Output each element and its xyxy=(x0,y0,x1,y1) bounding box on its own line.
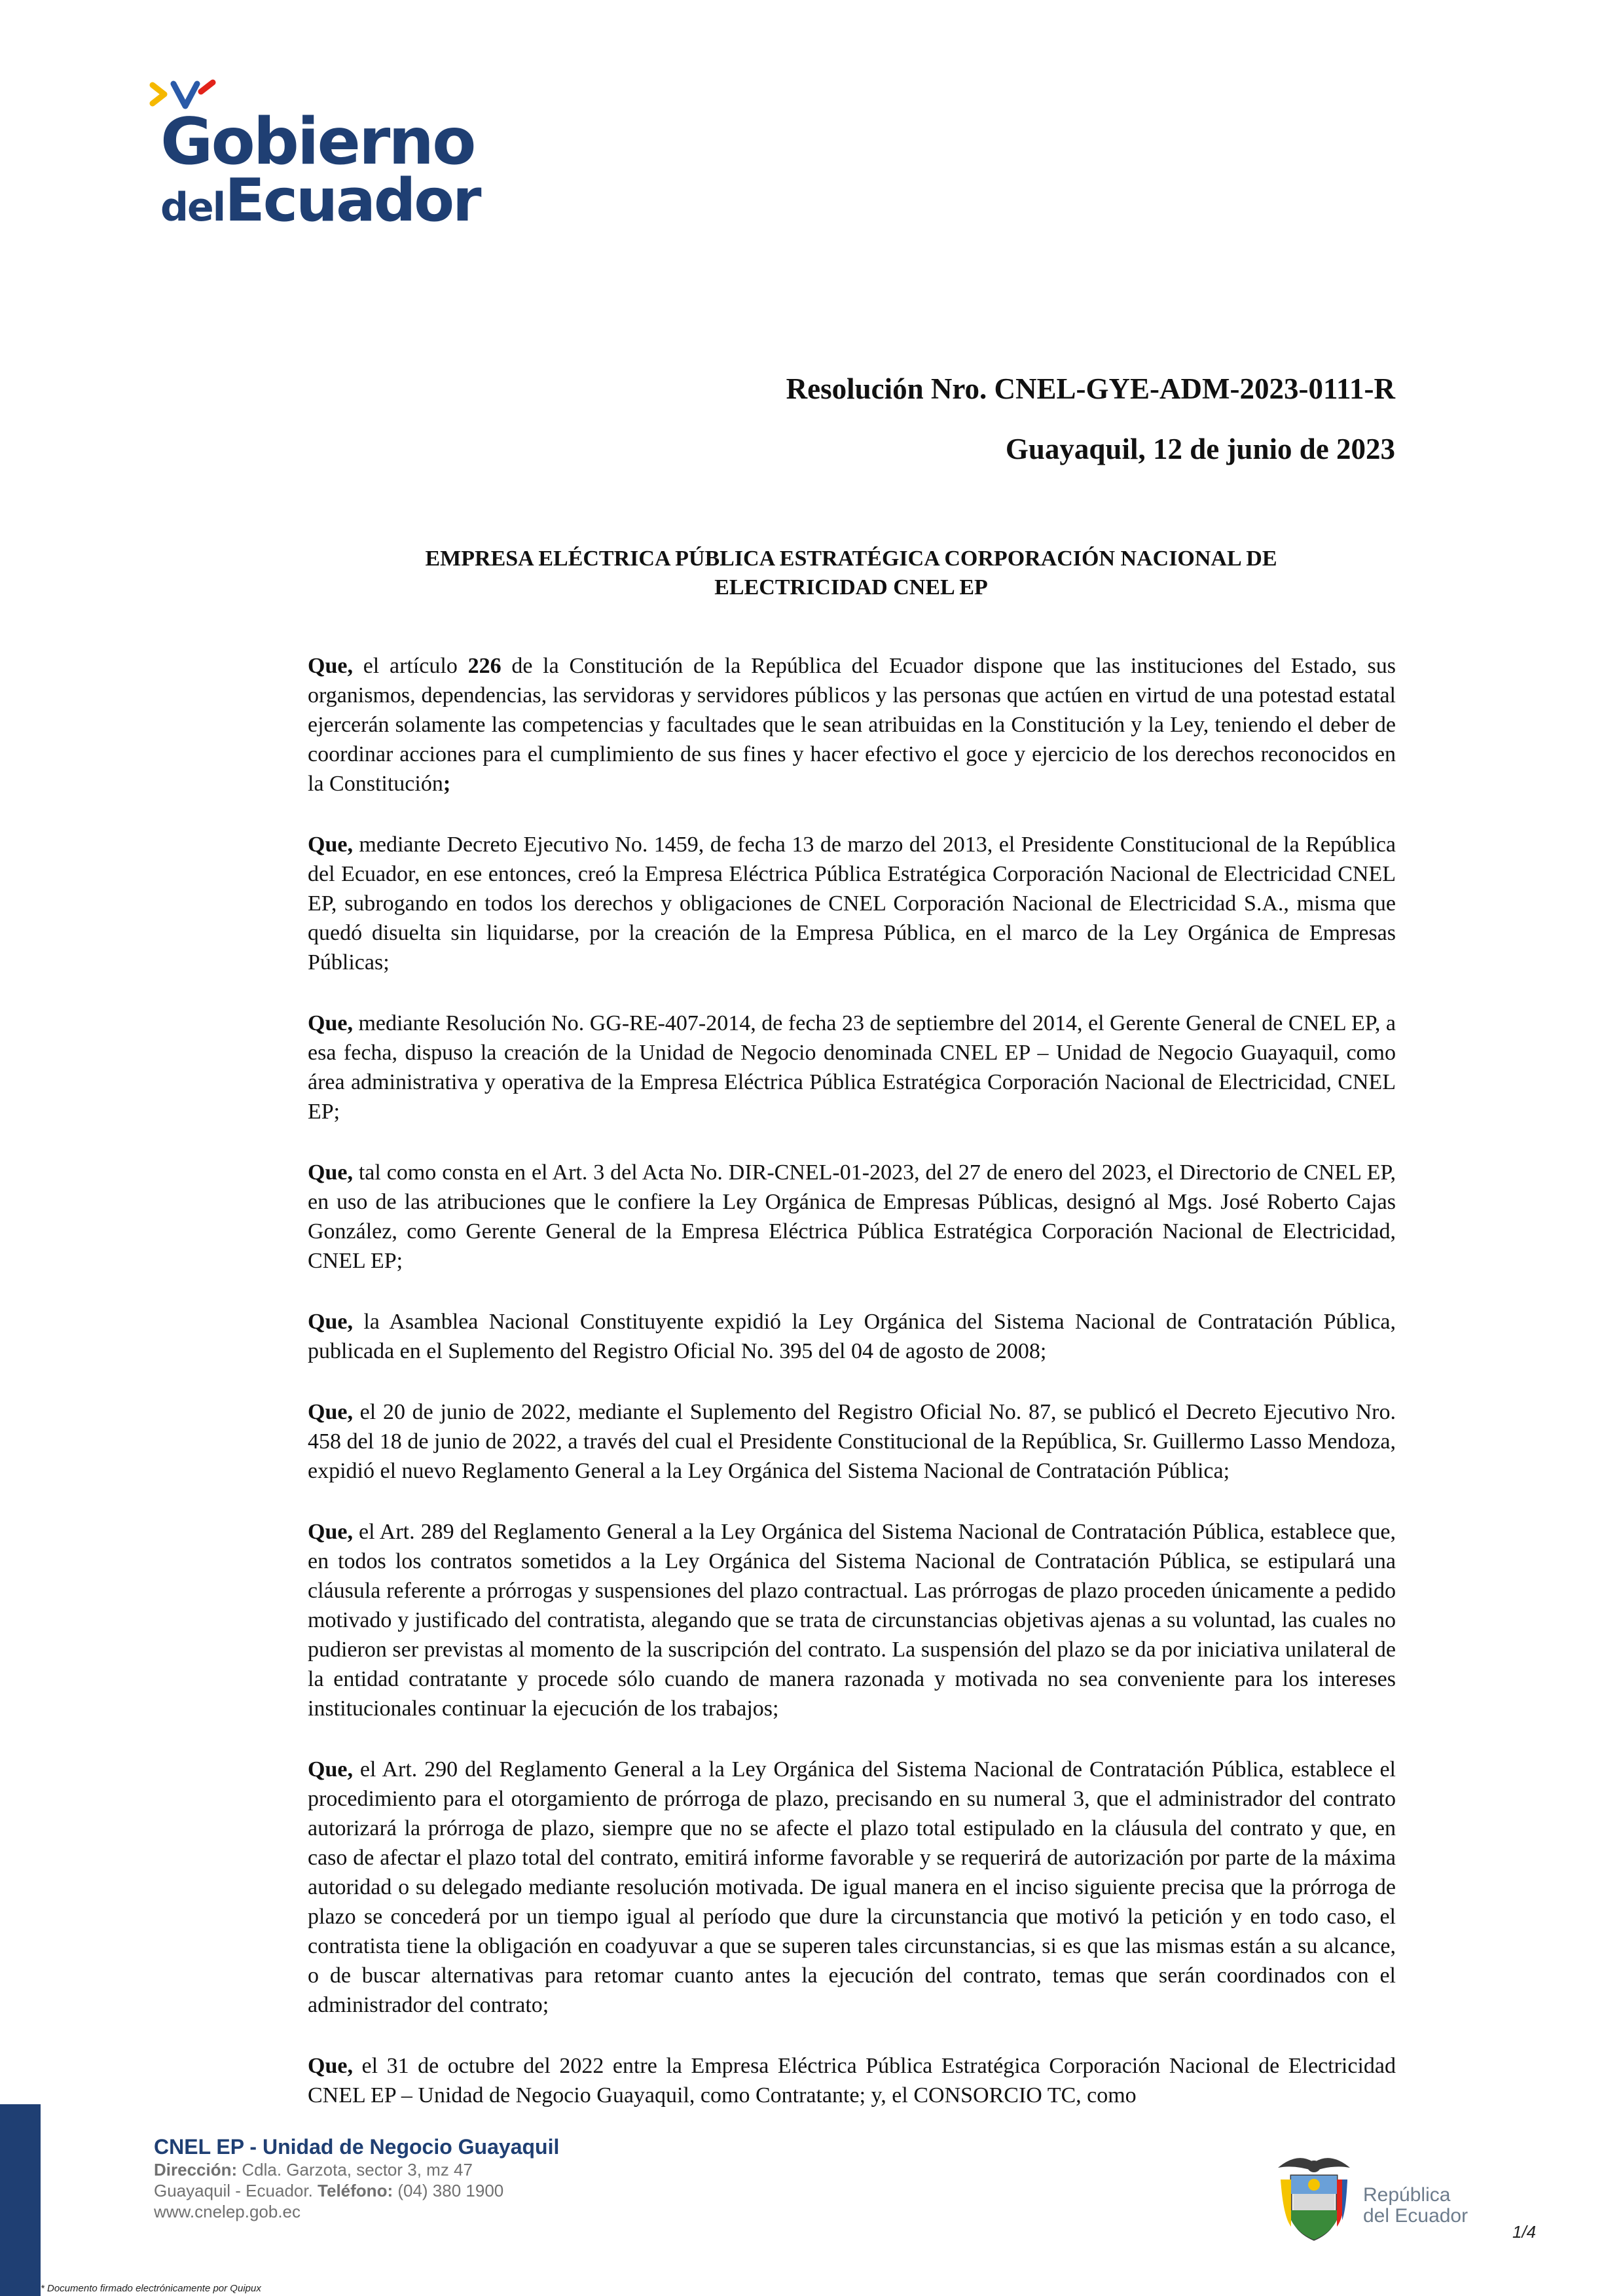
address-value: Cdla. Garzota, sector 3, mz 47 xyxy=(237,2160,473,2179)
paragraph-5 xyxy=(308,1307,1396,1366)
city-value: Guayaquil - Ecuador. xyxy=(154,2181,318,2200)
republica-line-1: República xyxy=(1363,2184,1451,2206)
paragraph-lead: Que, xyxy=(308,1400,353,1424)
logo-gobierno-text: Gobierno xyxy=(160,105,475,179)
paragraph-7 xyxy=(308,1517,1396,1723)
republica-ecuador-text xyxy=(1363,2185,1468,2227)
paragraph-text: el artículo xyxy=(352,654,468,678)
document-body xyxy=(308,651,1396,2142)
paragraph-lead: Que, xyxy=(308,1520,353,1544)
gobierno-ecuador-logo xyxy=(141,72,480,235)
coat-of-arms-icon xyxy=(1271,2148,1357,2246)
footer-accent-bar xyxy=(0,2104,41,2296)
paragraph-3 xyxy=(308,1009,1396,1126)
logo-del-ecuador-text xyxy=(160,166,480,235)
paragraph-lead: Que, xyxy=(308,1757,353,1782)
footer-title: CNEL EP - Unidad de Negocio Guayaquil xyxy=(154,2135,560,2159)
article-number: 226 xyxy=(467,654,501,678)
paragraph-2 xyxy=(308,830,1396,977)
footer-website: www.cnelep.gob.ec xyxy=(154,2202,301,2221)
paragraph-8 xyxy=(308,1755,1396,2020)
paragraph-text: el 20 de junio de 2022, mediante el Suplemento del Registro Oficial No. 87, se publicó el Decreto Ejecutivo Nro. 458 del 18 de junio de 2022, a través del cual el Presidente Constitucional de la República, Sr. Guillermo Lasso Mendoza, expidió el nuevo Reglamento General a la Ley Orgánica del Sistema Nacional de Contratación Pública; xyxy=(308,1400,1396,1483)
footer-address xyxy=(154,2159,559,2180)
resolution-date: Guayaquil, 12 de junio de 2023 xyxy=(1005,433,1395,465)
phone-label: Teléfono: xyxy=(318,2181,393,2200)
paragraph-6 xyxy=(308,1397,1396,1486)
paragraph-text: de la Constitución de la República del Ecuador dispone que las instituciones del Estado, sus organismos, dependencias, las servidoras y servidores públicos y las personas que actúen en virtud de una potestad estatal ejercerán solamente las competencias y facultades que le sean atribuidas en la Constitución y la Ley, teniendo el deber de coordinar acciones para el cumplimiento de sus fines y hacer efectivo el goce y ejercicio de los derechos reconocidos en la Constitución xyxy=(308,654,1396,796)
paragraph-text: el Art. 289 del Reglamento General a la Ley Orgánica del Sistema Nacional de Contratación Pública, establece que, en todos los contratos sometidos a la Ley Orgánica del Sistema Nacional de Contratación Pública, se estipulará una cláusula referente a prórrogas y suspensiones del plazo contractual. Las prórrogas de plazo proceden únicamente a pedido motivado y justificado del contratista, alegando que se trata de circunstancias objetivas ajenas a su voluntad, las cuales no pudieron ser previstas al momento de la suscripción del contrato. La suspensión del plazo se da por iniciativa unilateral de la entidad contratante y procede sólo cuando de manera razonada y motivada no sea conveniente para los intereses institucionales continuar la ejecución de los trabajos; xyxy=(308,1520,1396,1721)
phone-value: (04) 380 1900 xyxy=(393,2181,504,2200)
paragraph-lead: Que, xyxy=(308,654,353,678)
heading-line-1: EMPRESA ELÉCTRICA PÚBLICA ESTRATÉGICA CORPORACIÓN NACIONAL DE xyxy=(425,547,1277,571)
paragraph-lead: Que, xyxy=(308,833,353,857)
paragraph-text: la Asamblea Nacional Constituyente expidió la Ley Orgánica del Sistema Nacional de Contratación Pública, publicada en el Suplemento del Registro Oficial No. 395 del 04 de agosto de 2008; xyxy=(308,1310,1396,1363)
paragraph-9 xyxy=(308,2051,1396,2110)
document-heading xyxy=(308,545,1395,602)
paragraph-text: mediante Resolución No. GG-RE-407-2014, de fecha 23 de septiembre del 2014, el Gerente General de CNEL EP, a esa fecha, dispuso la creación de la Unidad de Negocio denominada CNEL EP – Unidad de Negocio Guayaquil, como área administrativa y operativa de la Empresa Eléctrica Pública Estratégica Corporación Nacional de Electricidad, CNEL EP; xyxy=(308,1011,1396,1124)
logo-ecuador-text: Ecuador xyxy=(225,166,480,235)
paragraph-1 xyxy=(308,651,1396,798)
electronic-signature-note: * Documento firmado electrónicamente por Quipux xyxy=(41,2283,261,2294)
heading-line-2: ELECTRICIDAD CNEL EP xyxy=(714,575,988,600)
paragraph-text: mediante Decreto Ejecutivo No. 1459, de fecha 13 de marzo del 2013, el Presidente Constitucional de la República del Ecuador, en ese entonces, creó la Empresa Eléctrica Pública Estratégica Corporación Nacional de Electricidad CNEL EP, subrogando en todos los derechos y obligaciones de CNEL Corporación Nacional de Electricidad S.A., misma que quedó disuelta sin liquidarse, por la creación de la Empresa Pública, en el marco de la Ley Orgánica de Empresas Públicas; xyxy=(308,833,1396,975)
page-number: 1/4 xyxy=(1512,2222,1537,2242)
logo-del-text: del xyxy=(160,185,225,230)
paragraph-text: tal como consta en el Art. 3 del Acta No. DIR-CNEL-01-2023, del 27 de enero del 2023, el Directorio de CNEL EP, en uso de las atribuciones que le confiere la Ley Orgánica de Empresas Públicas, designó al Mgs. José Roberto Cajas González, como Gerente General de la Empresa Eléctrica Pública Estratégica Corporación Nacional de Electricidad, CNEL EP; xyxy=(308,1160,1396,1273)
paragraph-4 xyxy=(308,1158,1396,1276)
republica-line-2: del Ecuador xyxy=(1363,2205,1468,2227)
paragraph-text: el Art. 290 del Reglamento General a la Ley Orgánica del Sistema Nacional de Contratación Pública, establece el procedimiento para el otorgamiento de prórroga de plazo, precisando en su numeral 3, que el administrador del contrato autorizará la prórroga de plazo, siempre que no se afecte el plazo total estipulado en la cláusula del contrato y que, en caso de afectar el plazo total del contrato, emitirá informe favorable y se requerirá de autorización por parte de la máxima autoridad o su delegado mediante resolución motivada. De igual manera en el inciso siguiente precisa que la prórroga de plazo se concederá por un tiempo igual al período que dure la circunstancia que motivó la petición y en todo caso, el contratista tiene la obligación en coadyuvar a que se superen tales circunstancias, si es que las mismas están a su alcance, o de buscar alternativas para retomar cuanto antes la ejecución del contrato, temas que serán coordinados con el administrador del contrato; xyxy=(308,1757,1396,2017)
footer-contact-info xyxy=(154,2135,559,2222)
paragraph-lead: Que, xyxy=(308,1160,353,1185)
paragraph-end: ; xyxy=(443,772,451,796)
paragraph-lead: Que, xyxy=(308,2054,353,2078)
paragraph-lead: Que, xyxy=(308,1310,353,1334)
footer-phone xyxy=(154,2180,559,2201)
paragraph-lead: Que, xyxy=(308,1011,353,1035)
paragraph-text: el 31 de octubre del 2022 entre la Empresa Eléctrica Pública Estratégica Corporación Nacional de Electricidad CNEL EP – Unidad de Negocio Guayaquil, como Contratante; y, el CONSORCIO TC, como xyxy=(308,2054,1396,2108)
resolution-number: Resolución Nro. CNEL-GYE-ADM-2023-0111-R xyxy=(786,372,1395,405)
address-label: Dirección: xyxy=(154,2160,238,2179)
